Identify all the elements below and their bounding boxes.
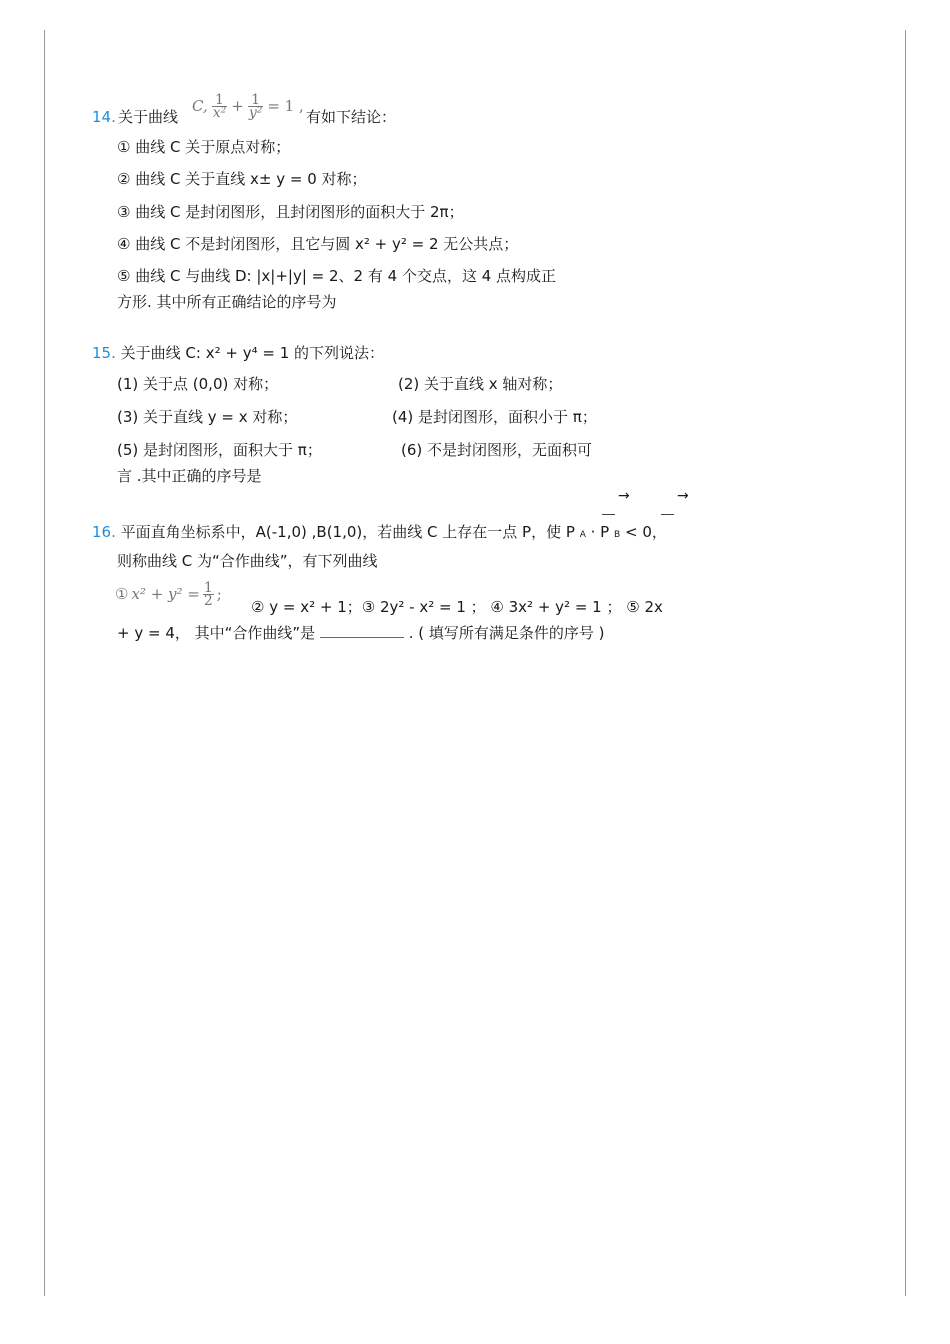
q14-item-2: ② 曲线 C 关于直线 x± y = 0 对称； <box>117 170 367 188</box>
q14-frac-2 <box>248 91 264 121</box>
q16-curve-1-num: 1 <box>203 579 213 596</box>
q14-frac1-den: x² <box>212 104 227 121</box>
q15-number: 15. <box>92 344 116 362</box>
q14-stem-suffix: 有如下结论： <box>306 108 397 126</box>
q14-formula <box>192 88 304 124</box>
q14-formula-label: C, <box>192 97 208 115</box>
left-margin-line <box>44 30 45 1296</box>
q14-item-3: ③ 曲线 C 是封闭图形，且封闭图形的面积大于 2π； <box>117 203 464 221</box>
vector-arrow-pb: → <box>677 488 689 504</box>
q15-option-4: (4) 是封闭图形，面积小于 π； <box>392 408 597 426</box>
q16-vec-sub-b: B <box>614 530 621 540</box>
q15-option-1: (1) 关于点 (0,0) 对称； <box>117 375 279 393</box>
q15-option-5: (5) 是封闭图形，面积大于 π； <box>117 441 322 459</box>
right-margin-line <box>905 30 906 1296</box>
q16-line-2: 则称曲线 C 为“合作曲线”，有下列曲线 <box>117 552 378 570</box>
q16-stem: 平面直角坐标系中，A(-1,0) ,B(1,0)，若曲线 C 上存在一点 P，使 P <box>120 523 575 541</box>
q15-stem: 关于曲线 C: x² + y⁴ = 1 的下列说法： <box>120 344 385 362</box>
q14-number: 14. <box>92 108 116 126</box>
q14-item-4: ④ 曲线 C 不是封闭图形，且它与圆 x² + y² = 2 无公共点； <box>117 235 519 253</box>
q14-item-5: ⑤ 曲线 C 与曲线 D: |x|+|y| = 2、2 有 4 个交点，这 4 点构成正 <box>117 267 557 285</box>
q16-curve-1 <box>115 578 222 610</box>
q16-vec-tail: < 0， <box>624 523 667 541</box>
q16-curve-1-den: 2 <box>203 592 213 609</box>
q16-vec-sub-a: A <box>579 530 586 540</box>
q15-option-3: (3) 关于直线 y = x 对称； <box>117 408 298 426</box>
vector-bar-pb <box>661 514 674 515</box>
answer-blank[interactable] <box>320 623 404 638</box>
q15-option-6: (6) 不是封闭图形，无面积可 <box>401 441 593 459</box>
q14-frac1-num: 1 <box>212 94 228 107</box>
q16-last-prefix: + y = 4， 其中“合作曲线”是 <box>117 624 316 642</box>
vector-arrow-pa: → <box>618 488 630 504</box>
q14-item-1: ① 曲线 C 关于原点对称； <box>117 138 291 156</box>
q16-stem-line <box>92 522 667 545</box>
q14-plus: + <box>231 97 244 115</box>
q14-stem-prefix: 关于曲线 <box>118 108 179 126</box>
q14-frac2-den: y² <box>248 104 263 121</box>
q16-vec-dot: · P <box>590 523 610 541</box>
q14-frac2-num: 1 <box>248 94 264 107</box>
q16-last-suffix: . ( 填写所有满足条件的序号 ) <box>408 624 605 642</box>
q16-curve-1-label: ① <box>115 585 129 603</box>
q16-curve-1-formula: x² + y² = <box>131 585 200 603</box>
q16-curve-1-sep: ; <box>216 585 222 603</box>
q16-curves-rest: ② y = x² + 1；③ 2y² - x² = 1 ； ④ 3x² + y² = 1 ； ⑤ 2x <box>251 598 663 616</box>
q15-stem-line <box>92 343 384 363</box>
q15-tail: 言 .其中正确的序号是 <box>117 467 262 485</box>
q16-last-line <box>117 623 605 643</box>
q16-number: 16. <box>92 523 116 541</box>
q14-tail: 方形. 其中所有正确结论的序号为 <box>117 293 337 311</box>
q14-frac-1 <box>212 91 228 121</box>
q15-option-2: (2) 关于直线 x 轴对称； <box>398 375 563 393</box>
q16-curve-1-frac <box>203 579 214 609</box>
q14-formula-tail: = 1 , <box>267 97 304 115</box>
vector-bar-pa <box>602 514 615 515</box>
